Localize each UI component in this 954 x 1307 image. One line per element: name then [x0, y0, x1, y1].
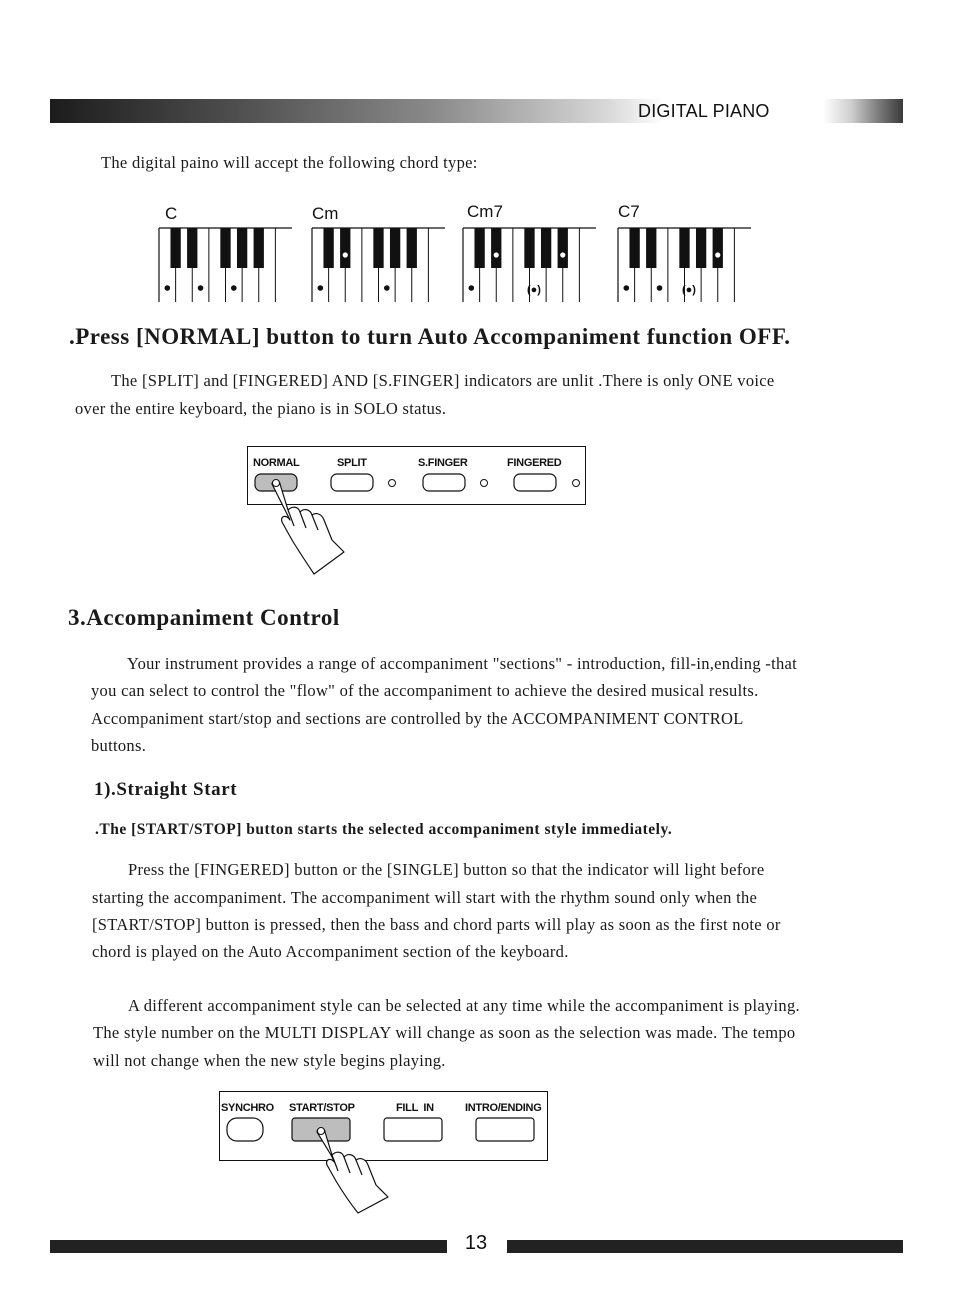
accompaniment-heading: 3.Accompaniment Control	[68, 605, 340, 630]
black-key	[713, 228, 723, 268]
black-key	[390, 228, 400, 268]
note-dot	[469, 285, 475, 291]
note-dot	[165, 285, 171, 291]
straight-start-p2-line-1: A different accompaniment style can be selected at any time while the accompaniment is playing.	[128, 996, 800, 1015]
black-key	[541, 228, 551, 268]
panel-label-normal: NORMAL	[253, 457, 300, 469]
straight-start-heading: 1).Straight Start	[94, 779, 238, 800]
note-dot	[657, 285, 663, 291]
note-dot	[624, 285, 630, 291]
straight-start-subheading: .The [START/STOP] button starts the selected accompaniment style immediately.	[95, 821, 673, 838]
keyboard-diagram-cm	[312, 228, 445, 302]
optional-note-mark-cm7: (●)	[527, 284, 541, 296]
note-dot	[384, 285, 390, 291]
chord-label-c7: C7	[618, 202, 640, 221]
intro-ending-button	[476, 1118, 534, 1141]
normal-text-line-1: The [SPLIT] and [FINGERED] AND [S.FINGER] indicators are unlit .There is only ONE voice	[111, 371, 775, 390]
note-dot	[715, 252, 720, 257]
pointing-hand-icon	[317, 1128, 388, 1213]
black-key	[558, 228, 568, 268]
straight-start-p1-line-3: [START/STOP] button is pressed, then the bass and chord parts will play as soon as the first note or	[92, 915, 781, 934]
accomp-text-line-3: Accompaniment start/stop and sections are controlled by the ACCOMPANIMENT CONTROL	[91, 709, 744, 728]
chord-label-cm: Cm	[312, 204, 339, 223]
black-key	[220, 228, 230, 268]
panel-label-fingered: FINGERED	[507, 457, 562, 469]
straight-start-p1-line-4: chord is played on the Auto Accompaniment section of the keyboard.	[92, 942, 569, 961]
panel-label-intro-ending: INTRO/ENDING	[465, 1102, 542, 1114]
intro-text: The digital paino will accept the following chord type:	[101, 153, 478, 172]
panel-label-s-finger: S.FINGER	[418, 457, 468, 469]
fingered-button	[514, 474, 556, 491]
fingered-indicator	[573, 480, 580, 487]
panel-label-synchro: SYNCHRO	[221, 1102, 274, 1114]
normal-text-line-2: over the entire keyboard, the piano is in SOLO status.	[75, 399, 447, 418]
chord-label-cm7: Cm7	[467, 202, 503, 221]
note-dot	[198, 285, 204, 291]
black-key	[340, 228, 350, 268]
black-key	[629, 228, 639, 268]
black-key	[254, 228, 264, 268]
black-key	[237, 228, 247, 268]
footer-bar-right	[507, 1240, 903, 1253]
page-number: 13	[464, 1232, 488, 1254]
panel-label-fill-in: FILL IN	[396, 1102, 434, 1114]
note-dot	[494, 252, 499, 257]
black-key	[696, 228, 706, 268]
black-key	[407, 228, 417, 268]
s-finger-button	[423, 474, 465, 491]
black-key	[373, 228, 383, 268]
black-key	[679, 228, 689, 268]
black-key	[524, 228, 534, 268]
header-title: DIGITAL PIANO	[638, 101, 770, 121]
straight-start-p1-line-1: Press the [FINGERED] button or the [SINGLE] button so that the indicator will light before	[128, 860, 765, 879]
s-finger-indicator	[481, 480, 488, 487]
footer-bar-left	[50, 1240, 447, 1253]
synchro-button	[227, 1118, 263, 1141]
voice-mode-panel-buttons	[240, 440, 600, 590]
normal-heading: .Press [NORMAL] button to turn Auto Accompaniment function OFF.	[69, 324, 791, 349]
note-dot	[560, 252, 565, 257]
fill-in-button	[384, 1118, 442, 1141]
accompaniment-control-buttons	[210, 1085, 570, 1225]
accomp-text-line-4: buttons.	[91, 736, 147, 755]
split-indicator	[389, 480, 396, 487]
note-dot	[231, 285, 237, 291]
pointing-hand-icon	[272, 481, 344, 574]
note-dot	[318, 285, 324, 291]
split-button	[331, 474, 373, 491]
note-dot	[343, 252, 348, 257]
panel-label-split: SPLIT	[337, 457, 367, 469]
black-key	[474, 228, 484, 268]
accomp-text-line-1: Your instrument provides a range of accompaniment "sections" - introduction, fill-in,ending -that	[127, 654, 798, 673]
straight-start-p2-line-2: The style number on the MULTI DISPLAY will change as soon as the selection was made. The tempo	[93, 1023, 796, 1042]
optional-note-mark-c7: (●)	[682, 284, 696, 296]
black-key	[646, 228, 656, 268]
chord-label-c: C	[165, 204, 178, 223]
straight-start-p2-line-3: will not change when the new style begins playing.	[93, 1051, 446, 1070]
chord-keyboards-diagram	[0, 0, 954, 320]
straight-start-p1-line-2: starting the accompaniment. The accompaniment will start with the rhythm sound only when the	[92, 888, 758, 907]
press-point-start-stop	[318, 1128, 325, 1135]
panel-label-start-stop: START/STOP	[289, 1102, 355, 1114]
keyboard-diagram-c	[159, 228, 292, 302]
black-key	[187, 228, 197, 268]
press-point-normal	[273, 480, 280, 487]
black-key	[170, 228, 180, 268]
black-key	[491, 228, 501, 268]
accomp-text-line-2: you can select to control the "flow" of the accompaniment to achieve the desired musical results.	[91, 681, 759, 700]
black-key	[323, 228, 333, 268]
